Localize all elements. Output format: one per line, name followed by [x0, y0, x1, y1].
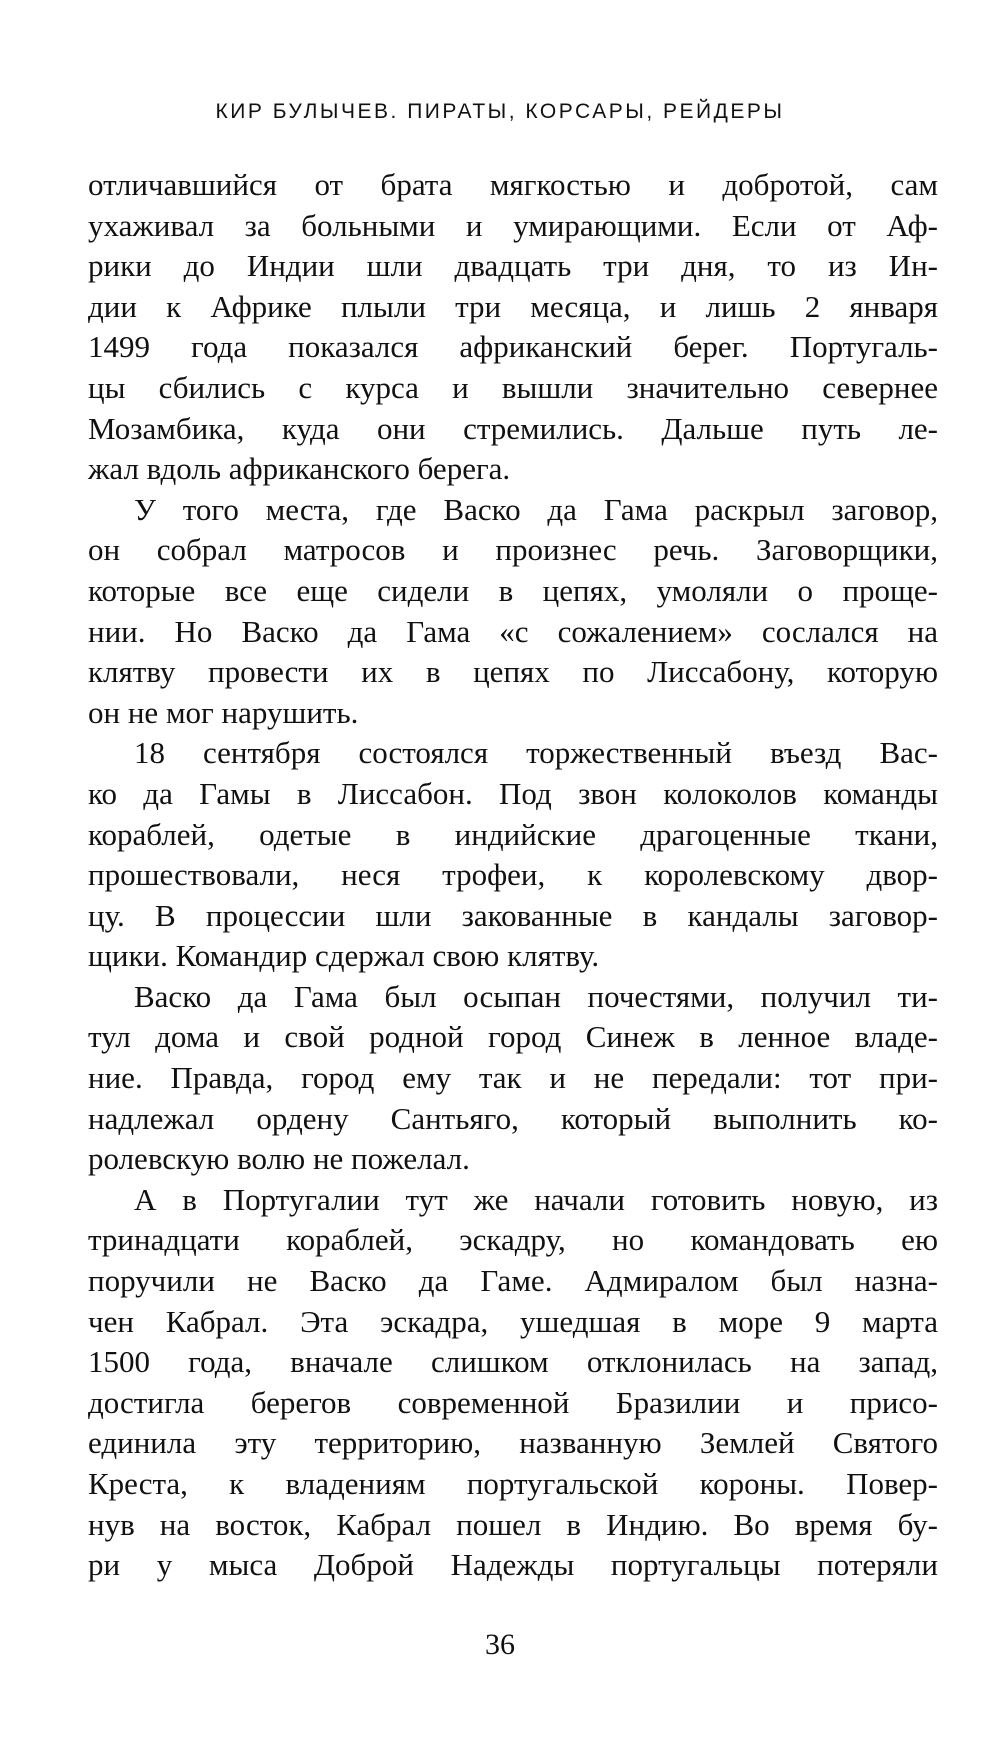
text-line: он не мог нарушить. — [88, 694, 359, 730]
paragraph — [88, 165, 938, 490]
page-number: 36 — [485, 1628, 515, 1661]
text-line: щики. Командир сдержал свою клятву. — [88, 938, 600, 974]
text-line: ролевскую волю не пожелал. — [88, 1141, 470, 1177]
text-line: цу. В процессии шли закованные в кандалы заговор- — [88, 897, 938, 933]
paragraph — [88, 977, 938, 1180]
text-line: ри у мыса Доброй Надежды португальцы потеряли — [88, 1547, 938, 1583]
text-line: тул дома и свой родной город Синеж в ленное владе- — [88, 1019, 938, 1055]
text-line: он собрал матросов и произнес речь. Заговорщики, — [88, 532, 938, 568]
text-line: кораблей, одетые в индийские драгоценные ткани, — [88, 816, 938, 852]
text-line: тринадцати кораблей, эскадру, но командовать ею — [88, 1222, 938, 1258]
text-line: А в Португалии тут же начали готовить новую, из — [134, 1181, 938, 1217]
text-line: ухаживал за больными и умирающими. Если от Аф- — [88, 207, 938, 243]
text-line: которые все еще сидели в цепях, умоляли о проще- — [88, 572, 938, 608]
text-line: 1499 года показался африканский берег. Португаль- — [88, 329, 938, 365]
text-line: единила эту территорию, названную Землей Святого — [88, 1425, 938, 1461]
text-line: нии. Но Васко да Гама «с сожалением» сослался на — [88, 613, 938, 649]
text-line: прошествовали, неся трофеи, к королевскому двор- — [88, 857, 938, 893]
text-line: жал вдоль африканского берега. — [88, 451, 511, 487]
text-line: ние. Правда, город ему так и не передали: тот при- — [88, 1060, 938, 1096]
text-line: дии к Африке плыли три месяца, и лишь 2 января — [88, 288, 938, 324]
text-line: Креста, к владениям португальской короны. Повер- — [88, 1466, 938, 1501]
paragraph — [88, 1180, 938, 1586]
text-line: рики до Индии шли двадцать три дня, то из Ин- — [88, 248, 938, 284]
text-line: Васко да Гама был осыпан почестями, получил ти- — [134, 978, 938, 1014]
paragraph — [88, 733, 938, 977]
text-line: 18 сентября состоялся торжественный въезд Вас- — [134, 735, 938, 771]
text-line: клятву провести их в цепях по Лиссабону, которую — [88, 654, 938, 690]
text-line: 1500 года, вначале слишком отклонилась на запад, — [88, 1344, 938, 1380]
text-line: отличавшийся от брата мягкостью и добротой, сам — [88, 167, 938, 202]
text-line: ко да Гамы в Лиссабон. Под звон колоколов команды — [88, 775, 938, 811]
text-line: достигла берегов современной Бразилии и присо- — [88, 1384, 938, 1420]
text-line: цы сбились с курса и вышли значительно севернее — [88, 369, 938, 405]
body-text — [88, 165, 938, 1586]
text-line: надлежал ордену Сантьяго, который выполнить ко- — [88, 1100, 938, 1136]
running-head: КИР БУЛЫЧЕВ. ПИРАТЫ, КОРСАРЫ, РЕЙДЕРЫ — [215, 100, 785, 123]
text-line: поручили не Васко да Гаме. Адмиралом был назна- — [88, 1263, 938, 1299]
text-line: чен Кабрал. Эта эскадра, ушедшая в море 9 марта — [88, 1303, 938, 1339]
text-line: У того места, где Васко да Гама раскрыл заговор, — [134, 491, 938, 527]
paragraph — [88, 490, 938, 734]
text-line: Мозамбика, куда они стремились. Дальше путь ле- — [88, 410, 938, 446]
text-line: нув на восток, Кабрал пошел в Индию. Во время бу- — [88, 1506, 938, 1542]
